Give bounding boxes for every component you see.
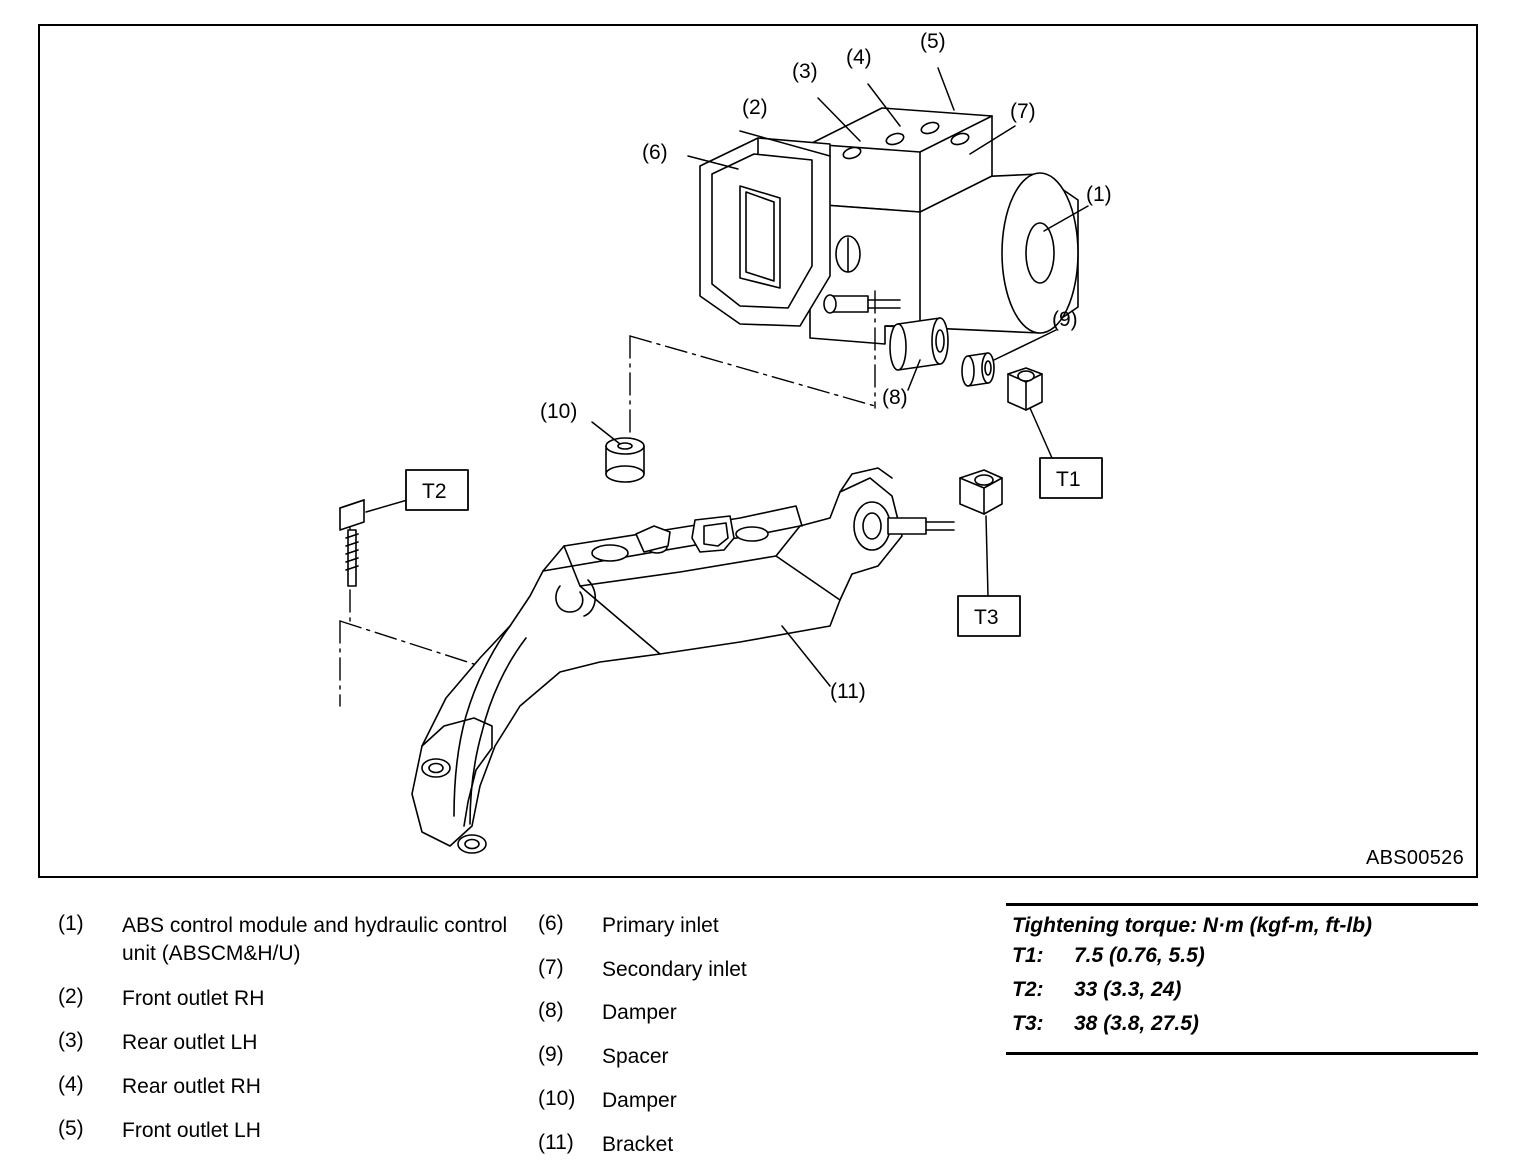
legend-number: (1) <box>58 912 84 935</box>
torque-table-title: Tightening torque: N·m (kgf-m, ft-lb) <box>1012 914 1373 937</box>
legend-number: (10) <box>538 1086 576 1110</box>
nut-t1 <box>1008 368 1042 410</box>
table-rule-bottom <box>1006 1052 1478 1055</box>
hydraulic-unit-connector <box>700 138 830 326</box>
legend-item <box>58 985 508 1013</box>
legend-label: Spacer <box>602 1045 669 1069</box>
legend-item <box>58 1117 508 1145</box>
torque-row <box>1006 1012 1478 1046</box>
callout-4: (4) <box>846 46 872 69</box>
torque-tag-t2-box <box>406 470 468 510</box>
torque-tag-t2-label: T2 <box>422 480 447 503</box>
legend-number: (9) <box>538 1043 564 1067</box>
legend-item <box>58 1029 508 1057</box>
callout-8: (8) <box>882 386 908 409</box>
legend-label: Primary inlet <box>602 914 719 937</box>
legend-item <box>538 1087 958 1115</box>
legend-number: (6) <box>538 912 564 935</box>
callout-5: (5) <box>920 30 946 53</box>
torque-row <box>1006 944 1478 978</box>
legend-label: Front outlet RH <box>122 987 265 1011</box>
legend-number: (8) <box>538 999 564 1023</box>
torque-tag-t3-box <box>958 596 1020 636</box>
legend-label: Rear outlet RH <box>122 1074 261 1098</box>
callout-9: (9) <box>1052 308 1078 331</box>
legend-column-2 <box>538 912 958 1174</box>
legend-item <box>538 999 958 1027</box>
legend-item <box>538 1043 958 1071</box>
callout-3: (3) <box>792 60 818 83</box>
bolt-t3 <box>960 470 1002 514</box>
tightening-torque-table <box>1006 903 1478 1055</box>
torque-tag-t1-box <box>1040 458 1102 498</box>
legend-number: (3) <box>58 1029 84 1053</box>
callout-2: (2) <box>742 96 768 119</box>
legend-label: Damper <box>602 1088 677 1112</box>
legend-item <box>538 956 958 984</box>
callout-6: (6) <box>642 141 668 164</box>
legend-label: Secondary inlet <box>602 957 747 981</box>
figure-id-code: ABS00526 <box>1365 847 1464 869</box>
legend-label: ABS control module and hydraulic control unit (ABSCM&H/U) <box>122 914 508 965</box>
legend-item <box>538 1131 958 1159</box>
legend-label: Bracket <box>602 1132 674 1156</box>
legend-label: Rear outlet LH <box>122 1031 258 1055</box>
legend-number: (4) <box>58 1072 84 1096</box>
legend-label: Damper <box>602 1001 677 1025</box>
torque-value: 33 (3.3, 24) <box>1074 978 1182 1001</box>
torque-key: T2: <box>1012 978 1044 1001</box>
callout-10: (10) <box>540 400 578 423</box>
torque-value: 38 (3.8, 27.5) <box>1074 1012 1199 1035</box>
torque-key: T1: <box>1012 944 1044 967</box>
figure-frame <box>38 24 1478 878</box>
table-rule-top <box>1006 903 1478 906</box>
damper-part-10 <box>606 438 644 482</box>
exploded-assembly-drawing <box>40 26 1476 876</box>
torque-value: 7.5 (0.76, 5.5) <box>1074 944 1205 967</box>
torque-tag-t1-label: T1 <box>1056 468 1081 491</box>
bolt-t2 <box>340 500 364 586</box>
legend-number: (2) <box>58 985 84 1009</box>
spacer-part-9 <box>962 353 994 386</box>
legend-number: (11) <box>538 1130 574 1154</box>
torque-row <box>1006 978 1478 1012</box>
bracket-part-11 <box>412 468 954 853</box>
callout-11: (11) <box>830 680 866 703</box>
torque-key: T3: <box>1012 1012 1044 1035</box>
legend-item <box>58 912 508 967</box>
legend-number: (7) <box>538 955 564 979</box>
legend-number: (5) <box>58 1116 84 1140</box>
torque-tag-t3-label: T3 <box>974 606 999 629</box>
legend-column-1 <box>58 912 508 1160</box>
callout-1: (1) <box>1086 183 1112 206</box>
legend-label: Front outlet LH <box>122 1118 261 1142</box>
legend-item <box>58 1073 508 1101</box>
callout-7: (7) <box>1010 100 1036 123</box>
legend-item <box>538 912 958 940</box>
